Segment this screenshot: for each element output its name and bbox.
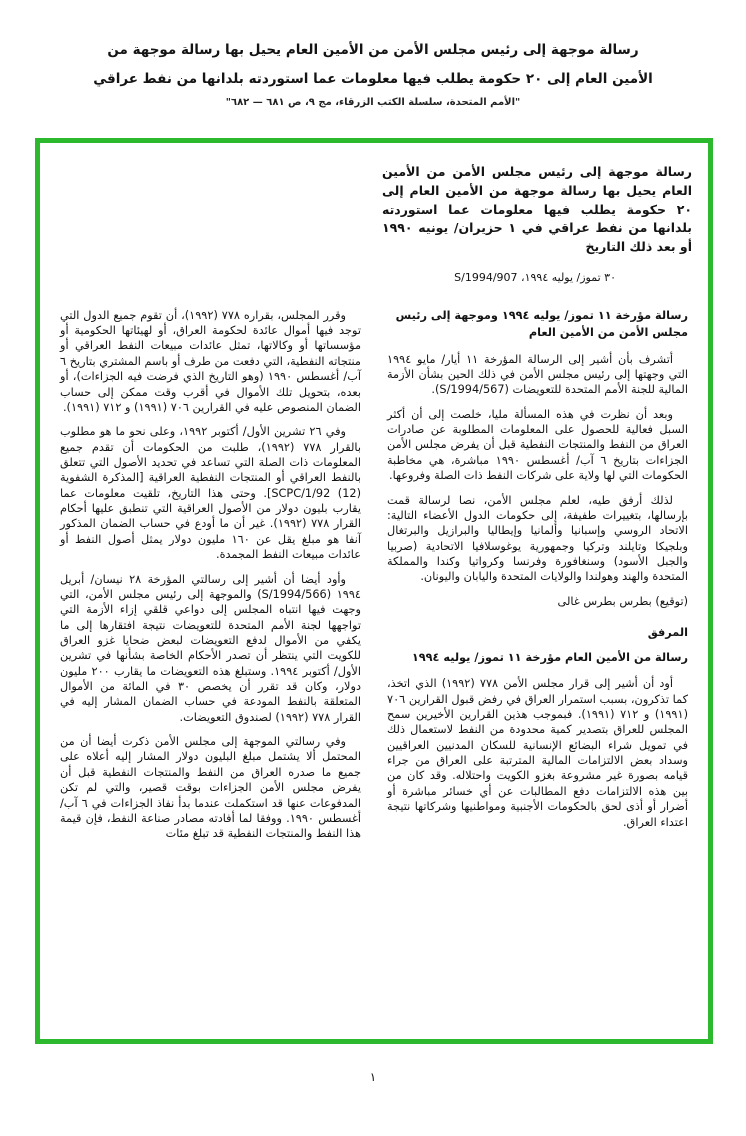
annex-heading: رسالة من الأمين العام مؤرخة ١١ تموز/ يوليه ١٩٩٤ xyxy=(411,651,688,665)
header-title-line-2: الأمين العام إلى ٢٠ حكومة يطلب فيها معلومات عما استوردته بلدانها من نفط عراقي xyxy=(93,71,653,88)
paragraph: وقرر المجلس، بقراره ٧٧٨ (١٩٩٢)، أن تقوم جميع الدول التي توجد فيها أموال عائدة لحكومة العراق، أو لهيئاتها الحكومية أو مؤسساتها أو وكالاتها، تمثل عائدات مبيعات النفط العراقي أو منتجاته النفطية، التي دفعت من طرف أو باسم المشتري بتاريخ ٦ آب/ أغسطس ١٩٩٠ (وهو التاريخ الذي فرضت فيه الجزاءات)، أو بعده، بتحويل تلك الأموال في أقرب وقت ممكن إلى حساب الضمان المنصوص عليه في القرارين ٧٠٦ (١٩٩١) و ٧١٢ (١٩٩١). xyxy=(60,308,361,414)
paragraph: وفي رسالتي الموجهة إلى مجلس الأمن ذكرت أيضا أن من المحتمل ألا يشتمل مبلغ البليون دولار المشار إليه أعلاه على جميع ما صدره العراق من النفط والمنتجات النفطية قبل أن يفرض مجلس الأمن الجزاءات بوقت قصير، والتي لم تكن المدفوعات عنها قد استكملت عندما بدأ نفاذ الجزاءات في ٦ آب/ أغسطس ١٩٩٠. ووفقا لما أفادته مصادر صناعة النفط، فإن قيمة هذا النفط والمنتجات النفطية قد تبلغ مئات xyxy=(60,735,362,841)
header-title-line-1: رسالة موجهة إلى رئيس مجلس الأمن من الأمين العام يحيل بها رسالة موجهة من xyxy=(107,42,639,58)
document-date: ٣٠ تموز/ يوليه ١٩٩٤ xyxy=(524,270,616,284)
paragraph: لذلك أرفق طيه، لعلم مجلس الأمن، نصا لرسالة قمت بإرسالها، بتغييرات طفيفة، إلى حكومات الدول الأعضاء التالية: الاتحاد الروسي وإسبانيا وألمانيا وإيطاليا والبرازيل والبرتغال وبلجيكا وتايلند وتركيا وجمهورية يوغوسلافيا الاتحادية (صربيا والجبل الأسود) وسنغافورة وفرنسا وكرواتيا وكندا والمملكة المتحدة والهند وهولندا والولايات المتحدة واليابان واليونان. xyxy=(387,493,688,584)
paragraph: وبعد أن نظرت في هذه المسألة مليا، خلصت إلى أن أكثر السبل فعالية للحصول على المعلومات المطلوبة عن صادرات العراق من النفط والمنتجات النفطية قبل أن يفرض مجلس الأمن الجزاءات بتاريخ ٦ آب/ أغسطس ١٩٩٠ مباشرة، هي مخاطبة الحكومات التي لها ولاية على شركات النفط ذات الصلة وفروعها. xyxy=(387,407,688,483)
paragraph: وفي ٢٦ تشرين الأول/ أكتوبر ١٩٩٢، وعلى نحو ما هو مطلوب بالقرار ٧٧٨ (١٩٩٢)، طلبت من الحكومات أن تقدم جميع المعلومات ذات الصلة التي تساعد في تحديد الأصول التي تتعلق بالنفط العراقي أو المنتجات النفطية العراقية [المذكرة الشفوية SCPC/1/92 (12)]. وحتى هذا التاريخ، تلقيت معلومات عما يقارب بليون دولار من الأصول العراقية التي تنطبق عليها أحكام القرار ٧٧٨ (١٩٩٢). غير أن ما أودع في حساب الضمان المذكور آنفا هو مبلغ يقل عن ١٦٠ مليون دولار يمثل أصول النفط أو عائدات مبيعات النفط المجمدة. xyxy=(60,425,362,562)
paragraph: أود أن أشير إلى قرار مجلس الأمن ٧٧٨ (١٩٩٢) الذي اتخذ، كما تذكرون، بسبب استمرار العراق في رفض قبول القرارين ٧٠٦ (١٩٩١) و ٧١٢ (١٩٩١). فبموجب هذين القرارين الأخيرين سمح المجلس للعراق بتصدير كمية محدودة من النفط لاستعمال ذلك في تمويل شراء البضائع الإنسانية للسكان المدنيين العراقيين وسداد بعض الالتزامات المالية المترتبة على العراق من جراء قيامه بصورة غير مشروعة بغزو الكويت واحتلاله. وقد كان من بين هذه الالتزامات دفع المطالبات عن أي خسائر مباشرة أو أضرار أو أذى لحق بالحكومات الأجنبية ومواطنيها وشركاتها نتيجة اعتداء العراق. xyxy=(387,677,688,829)
annex-title: المرفق xyxy=(647,626,688,640)
letter-title: رسالة موجهة إلى رئيس مجلس الأمن من الأمين العام يحيل بها رسالة موجهة من الأمين العام إلى ٢٠ حكومة يطلب فيها معلومات عما استوردته بلدانها من نفط عراقي في ١ حزيران/ يونيه ١٩٩٠ أو بعد ذلك التاريخ xyxy=(382,164,692,254)
document-reference xyxy=(40,271,616,284)
signature-line: (توقيع) بطرس بطرس غالى xyxy=(557,594,688,608)
document-header xyxy=(0,36,746,108)
header-source-note: "الأمم المتحدة، سلسلة الكتب الزرقاء، مج ٩، ص ٦٨١ — ٦٨٢" xyxy=(225,97,521,109)
column-right xyxy=(387,308,688,839)
column-left xyxy=(60,308,361,851)
letter-heading: رسالة مؤرخة ١١ تموز/ يوليه ١٩٩٤ وموجهة إلى رئيس مجلس الأمن من الأمين العام xyxy=(395,308,688,339)
paragraph: أتشرف بأن أشير إلى الرسالة المؤرخة ١١ أيار/ مايو ١٩٩٤ التي وجهتها إلى رئيس مجلس الأمن في ذلك الحين بشأن الأزمة المالية للجنة الأمم المتحدة للتعويضات (S/1994/567). xyxy=(387,352,688,397)
document-body-frame xyxy=(35,138,713,1044)
document-symbol: S/1994/907 xyxy=(454,270,518,284)
docref-separator: ، xyxy=(517,270,525,284)
two-column-text xyxy=(40,284,708,851)
page-number: ١ xyxy=(369,1070,377,1084)
paragraph: وأود أيضا أن أشير إلى رسالتي المؤرخة ٢٨ نيسان/ أبريل ١٩٩٤ (S/1994/566) والموجهة إلى رئيس مجلس الأمن، التي وجهت فيها انتباه المجلس إلى دواعي قلقي إزاء الأزمة التي تواجهها لجنة الأمم المتحدة للتعويضات نتيجة افتقارها إلى ما يكفي من الأموال لدفع التعويضات لبعض ضحايا غزو العراق للكويت التي ينتظر أن تصدر الأحكام الخاصة بشأنها في تشرين الأول/ أكتوبر ١٩٩٤. وستبلغ هذه التعويضات ما يقارب ٢٠٠ مليون دولار، وكان قد تقرر أن يخصص ٣٠ في المائة من الأموال المتعلقة بالنفط المودعة في حساب الضمان المشار إليه في القرار ٧٧٨ (١٩٩٢) لصندوق التعويضات. xyxy=(60,572,362,724)
